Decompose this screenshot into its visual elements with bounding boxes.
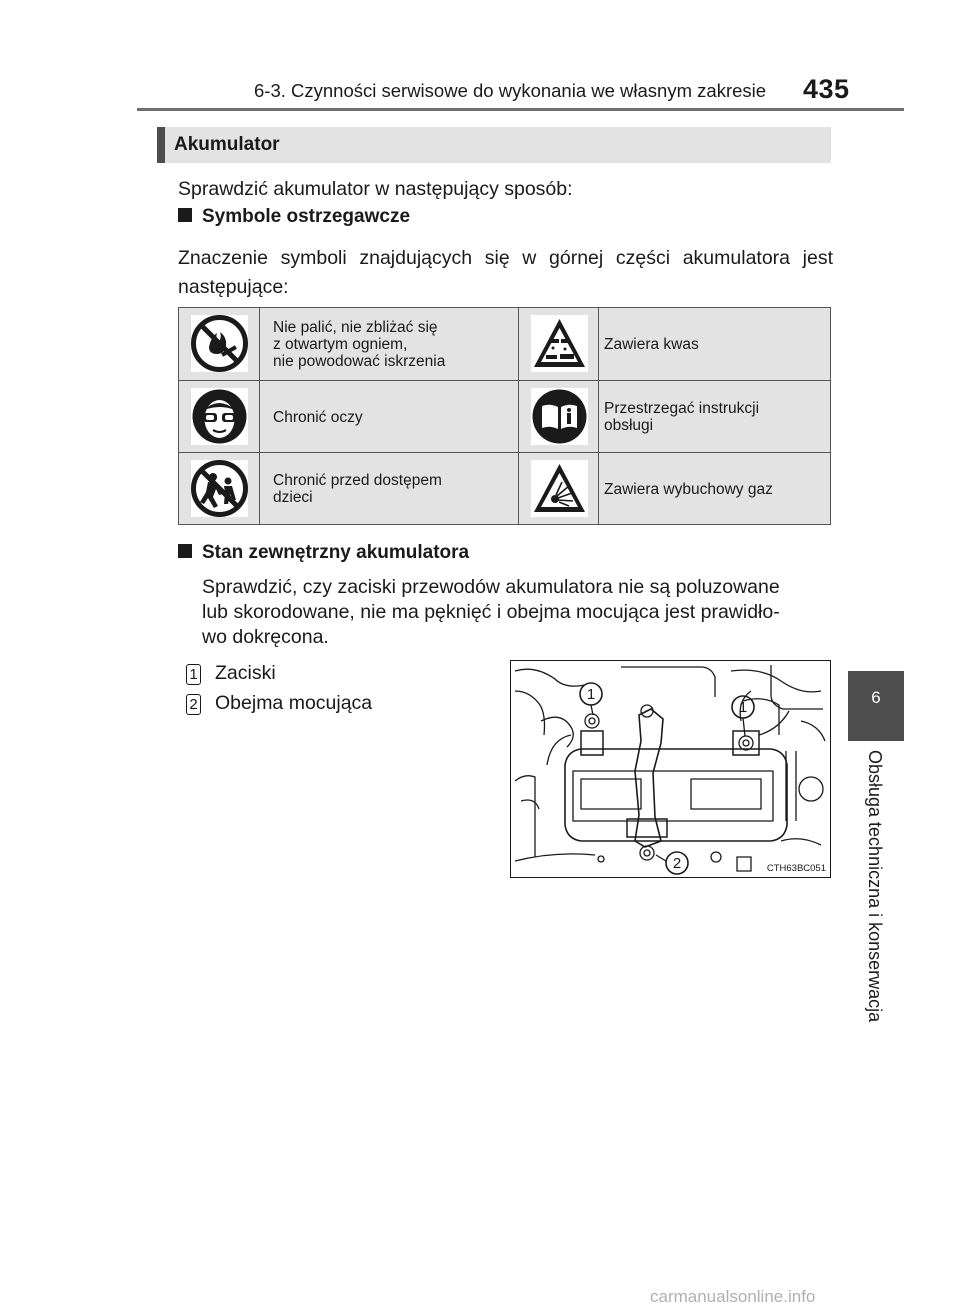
callout-clamp: 2: [672, 855, 682, 872]
acid-warning-icon: [531, 315, 588, 372]
legend-label: Obejma mocująca: [215, 692, 373, 714]
table-cell-text: [604, 453, 829, 525]
table-cell-icon: [518, 381, 599, 453]
external-condition-line-2: lub skorodowane, nie ma pęknięć i obejma mocująca jest prawidło-: [202, 601, 780, 623]
section-title: 6-3. Czynności serwisowe do wykonania we własnym zakresie: [254, 80, 767, 101]
callout-number-box: 1: [186, 664, 201, 685]
external-condition-line-1: Sprawdzić, czy zaciski przewodów akumulatora nie są poluzowane: [202, 576, 780, 598]
table-row: [179, 308, 830, 380]
table-cell-text: [604, 381, 829, 453]
external-condition-heading-text: Stan zewnętrzny akumulatora: [202, 542, 470, 563]
legend-label: Zaciski: [215, 662, 276, 684]
symbol-label: Zawiera kwas: [604, 335, 699, 353]
chapter-title-vertical: [865, 750, 902, 1050]
callout-terminal-right: 1: [738, 699, 748, 716]
chapter-number: 6: [871, 688, 881, 707]
table-cell-text: [273, 381, 518, 453]
battery-illustration: [510, 660, 831, 878]
explosive-gas-icon: [531, 460, 588, 517]
section-heading-bar: [157, 127, 831, 163]
symbol-label: Chronić oczy: [273, 408, 363, 426]
table-cell-icon: [518, 453, 599, 525]
warning-symbols-table: [178, 307, 831, 525]
table-cell-text: [604, 308, 829, 380]
running-head: [0, 0, 960, 112]
table-cell-text: [273, 453, 518, 525]
table-row: [179, 452, 830, 524]
callout-number-box: 2: [186, 694, 201, 715]
keep-children-away-icon: [191, 460, 248, 517]
warning-symbols-description: Znaczenie symboli znajdujących się w górnej części akumulatora jest następujące:: [178, 247, 833, 298]
symbol-label: Nie palić, nie zbliżać się z otwartym ogniem, nie powodować iskrzenia: [273, 318, 446, 370]
footer-watermark: carmanualsonline.info: [650, 1287, 816, 1306]
table-cell-icon: [179, 308, 260, 380]
symbol-label: Przestrzegać instrukcji obsługi: [604, 400, 760, 434]
symbol-label: Zawiera wybuchowy gaz: [604, 480, 773, 498]
table-cell-icon: [179, 453, 260, 525]
bullet-square-icon: [178, 208, 192, 222]
no-smoking-icon: [191, 315, 248, 372]
illustration-code: CTH63BC051: [766, 863, 826, 874]
table-row: [179, 380, 830, 452]
external-condition-line-3: wo dokręcona.: [202, 626, 329, 648]
table-cell-icon: [179, 381, 260, 453]
page-number: 435: [803, 74, 850, 104]
warning-symbols-heading-text: Symbole ostrzegawcze: [202, 206, 411, 227]
chapter-title: Obsługa techniczna i konserwacja: [865, 750, 885, 1023]
callout-terminal-left: 1: [586, 686, 596, 703]
external-condition-heading: [178, 542, 469, 564]
symbol-label: Chronić przed dostępem dzieci: [273, 472, 442, 506]
heading-accent: [157, 127, 165, 163]
bullet-square-icon: [178, 544, 192, 558]
intro-text: Sprawdzić akumulator w następujący sposób:: [178, 178, 573, 200]
eye-protection-icon: [191, 388, 248, 445]
chapter-tab[interactable]: [848, 671, 904, 741]
table-cell-text: [273, 308, 518, 380]
header-rule: [137, 108, 904, 111]
read-manual-icon: [531, 388, 588, 445]
warning-symbols-heading: [178, 206, 410, 228]
table-cell-icon: [518, 308, 599, 380]
section-heading: Akumulator: [174, 134, 280, 155]
